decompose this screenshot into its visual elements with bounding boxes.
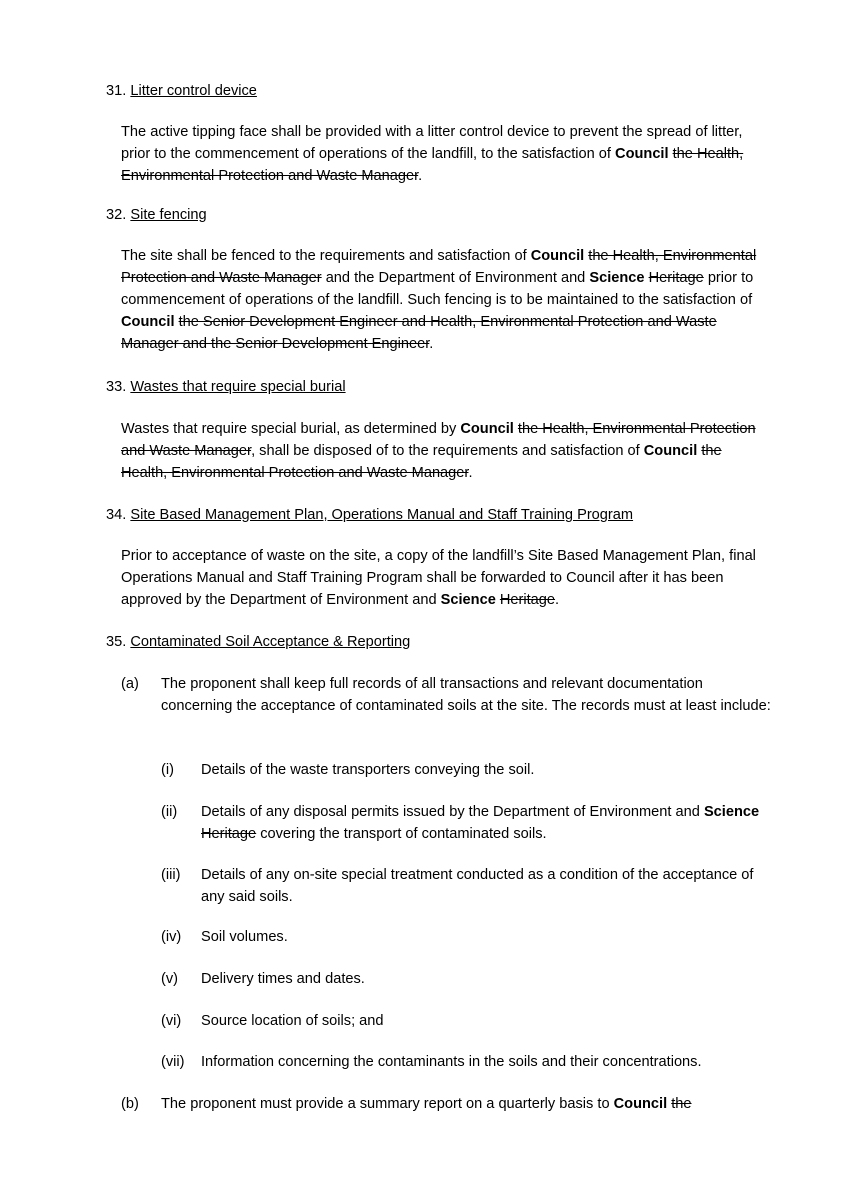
- deleted-text: the Health, Environmental Protection and Waste Manager: [121, 443, 722, 481]
- section-34-heading: [106, 504, 633, 526]
- item-text: Delivery times and dates.: [201, 971, 365, 987]
- deleted-text: the Senior Development Engineer and Health, Environmental Protection and Waste Manager and the Senior Development Engineer: [121, 314, 717, 352]
- item-label: (iii): [161, 867, 181, 883]
- section-title: Wastes that require special burial: [130, 379, 346, 395]
- item-label: (i): [161, 762, 174, 778]
- deleted-text: the Health, Environmental Protection and Waste Manager: [121, 146, 744, 184]
- inserted-text: Science: [440, 592, 496, 608]
- section-number: 34.: [106, 507, 127, 523]
- body-text: , shall be disposed of to the requirements and satisfaction of: [251, 443, 644, 459]
- section-34-body: [121, 545, 771, 611]
- body-text: .: [418, 168, 423, 184]
- section-number: 31.: [106, 83, 127, 99]
- subclause-a-text: The proponent shall keep full records of all transactions and relevant documentation concerning the acceptance of contaminated soils at the site. The records must at least include:: [161, 676, 771, 714]
- body-text: Prior to acceptance of waste on the site, a copy of the landfill’s Site Based Management Plan, final Operations Manual and Staff Training Program shall be forwarded to Council after it has been approved by the Department of Environment and: [121, 548, 756, 608]
- section-title: Site fencing: [130, 207, 207, 223]
- body-text: Details of any disposal permits issued by the Department of Environment and: [201, 804, 704, 820]
- body-text: and the Department of Environment and: [321, 270, 590, 286]
- item-label: (iv): [161, 929, 182, 945]
- deleted-text: the Health, Environmental Protection and Waste Manager: [121, 248, 757, 286]
- item-text: Details of the waste transporters conveying the soil.: [201, 762, 535, 778]
- inserted-text: Council: [643, 443, 698, 459]
- deleted-text: the Health, Environmental Protection and Waste Manager: [121, 421, 756, 459]
- body-text: .: [429, 336, 434, 352]
- subclause-b-text: [161, 1093, 781, 1115]
- inserted-text: Council: [613, 1096, 668, 1112]
- section-33-body: [121, 418, 771, 484]
- section-31-heading: [106, 80, 257, 102]
- item-label: (ii): [161, 804, 178, 820]
- item-label: (v): [161, 971, 179, 987]
- deleted-text: the: [671, 1096, 692, 1112]
- deleted-text: Heritage: [648, 270, 704, 286]
- subclause-label-b: (b): [121, 1096, 139, 1112]
- body-text: The active tipping face shall be provided with a litter control device to prevent the spread of litter, prior to the commencement of operations of the landfill, to the satisfaction of: [121, 124, 743, 162]
- inserted-text: Council: [460, 421, 514, 437]
- section-title: Contaminated Soil Acceptance & Reporting: [130, 634, 411, 650]
- section-32-heading: [106, 204, 207, 226]
- inserted-text: Science: [703, 804, 760, 820]
- item-label: (vi): [161, 1013, 182, 1029]
- section-title: Site Based Management Plan, Operations Manual and Staff Training Program: [130, 507, 634, 523]
- item-text: Information concerning the contaminants in the soils and their concentrations.: [201, 1054, 702, 1070]
- inserted-text: Council: [615, 146, 669, 162]
- section-31-body: [121, 121, 771, 187]
- deleted-text: Heritage: [201, 826, 257, 842]
- body-text: covering the transport of contaminated soils.: [256, 826, 547, 842]
- section-32-body: [121, 245, 771, 355]
- section-number: 35.: [106, 634, 127, 650]
- deleted-text: Heritage: [499, 592, 556, 608]
- item-label: (vii): [161, 1054, 185, 1070]
- body-text: .: [555, 592, 560, 608]
- item-text: Details of any on-site special treatment conducted as a condition of the acceptance of any said soils.: [201, 867, 754, 905]
- inserted-text: Science: [589, 270, 645, 286]
- section-number: 33.: [106, 379, 127, 395]
- section-33-heading: [106, 376, 346, 398]
- section-35-heading: [106, 631, 410, 653]
- body-text: The proponent must provide a summary report on a quarterly basis to: [161, 1096, 614, 1112]
- inserted-text: Council: [530, 248, 585, 264]
- subclause-label-a: (a): [121, 676, 139, 692]
- section-number: 32.: [106, 207, 127, 223]
- inserted-text: Council: [121, 314, 175, 330]
- body-text: prior to commencement of operations of the landfill. Such fencing is to be maintained to the satisfaction of: [121, 270, 754, 308]
- item-text: [201, 801, 771, 845]
- body-text: .: [468, 465, 473, 481]
- body-text: Wastes that require special burial, as determined by: [121, 421, 461, 437]
- body-text: The site shall be fenced to the requirements and satisfaction of: [121, 248, 531, 264]
- item-text: Source location of soils; and: [201, 1013, 384, 1029]
- item-text: Soil volumes.: [201, 929, 288, 945]
- section-title: Litter control device: [130, 83, 257, 99]
